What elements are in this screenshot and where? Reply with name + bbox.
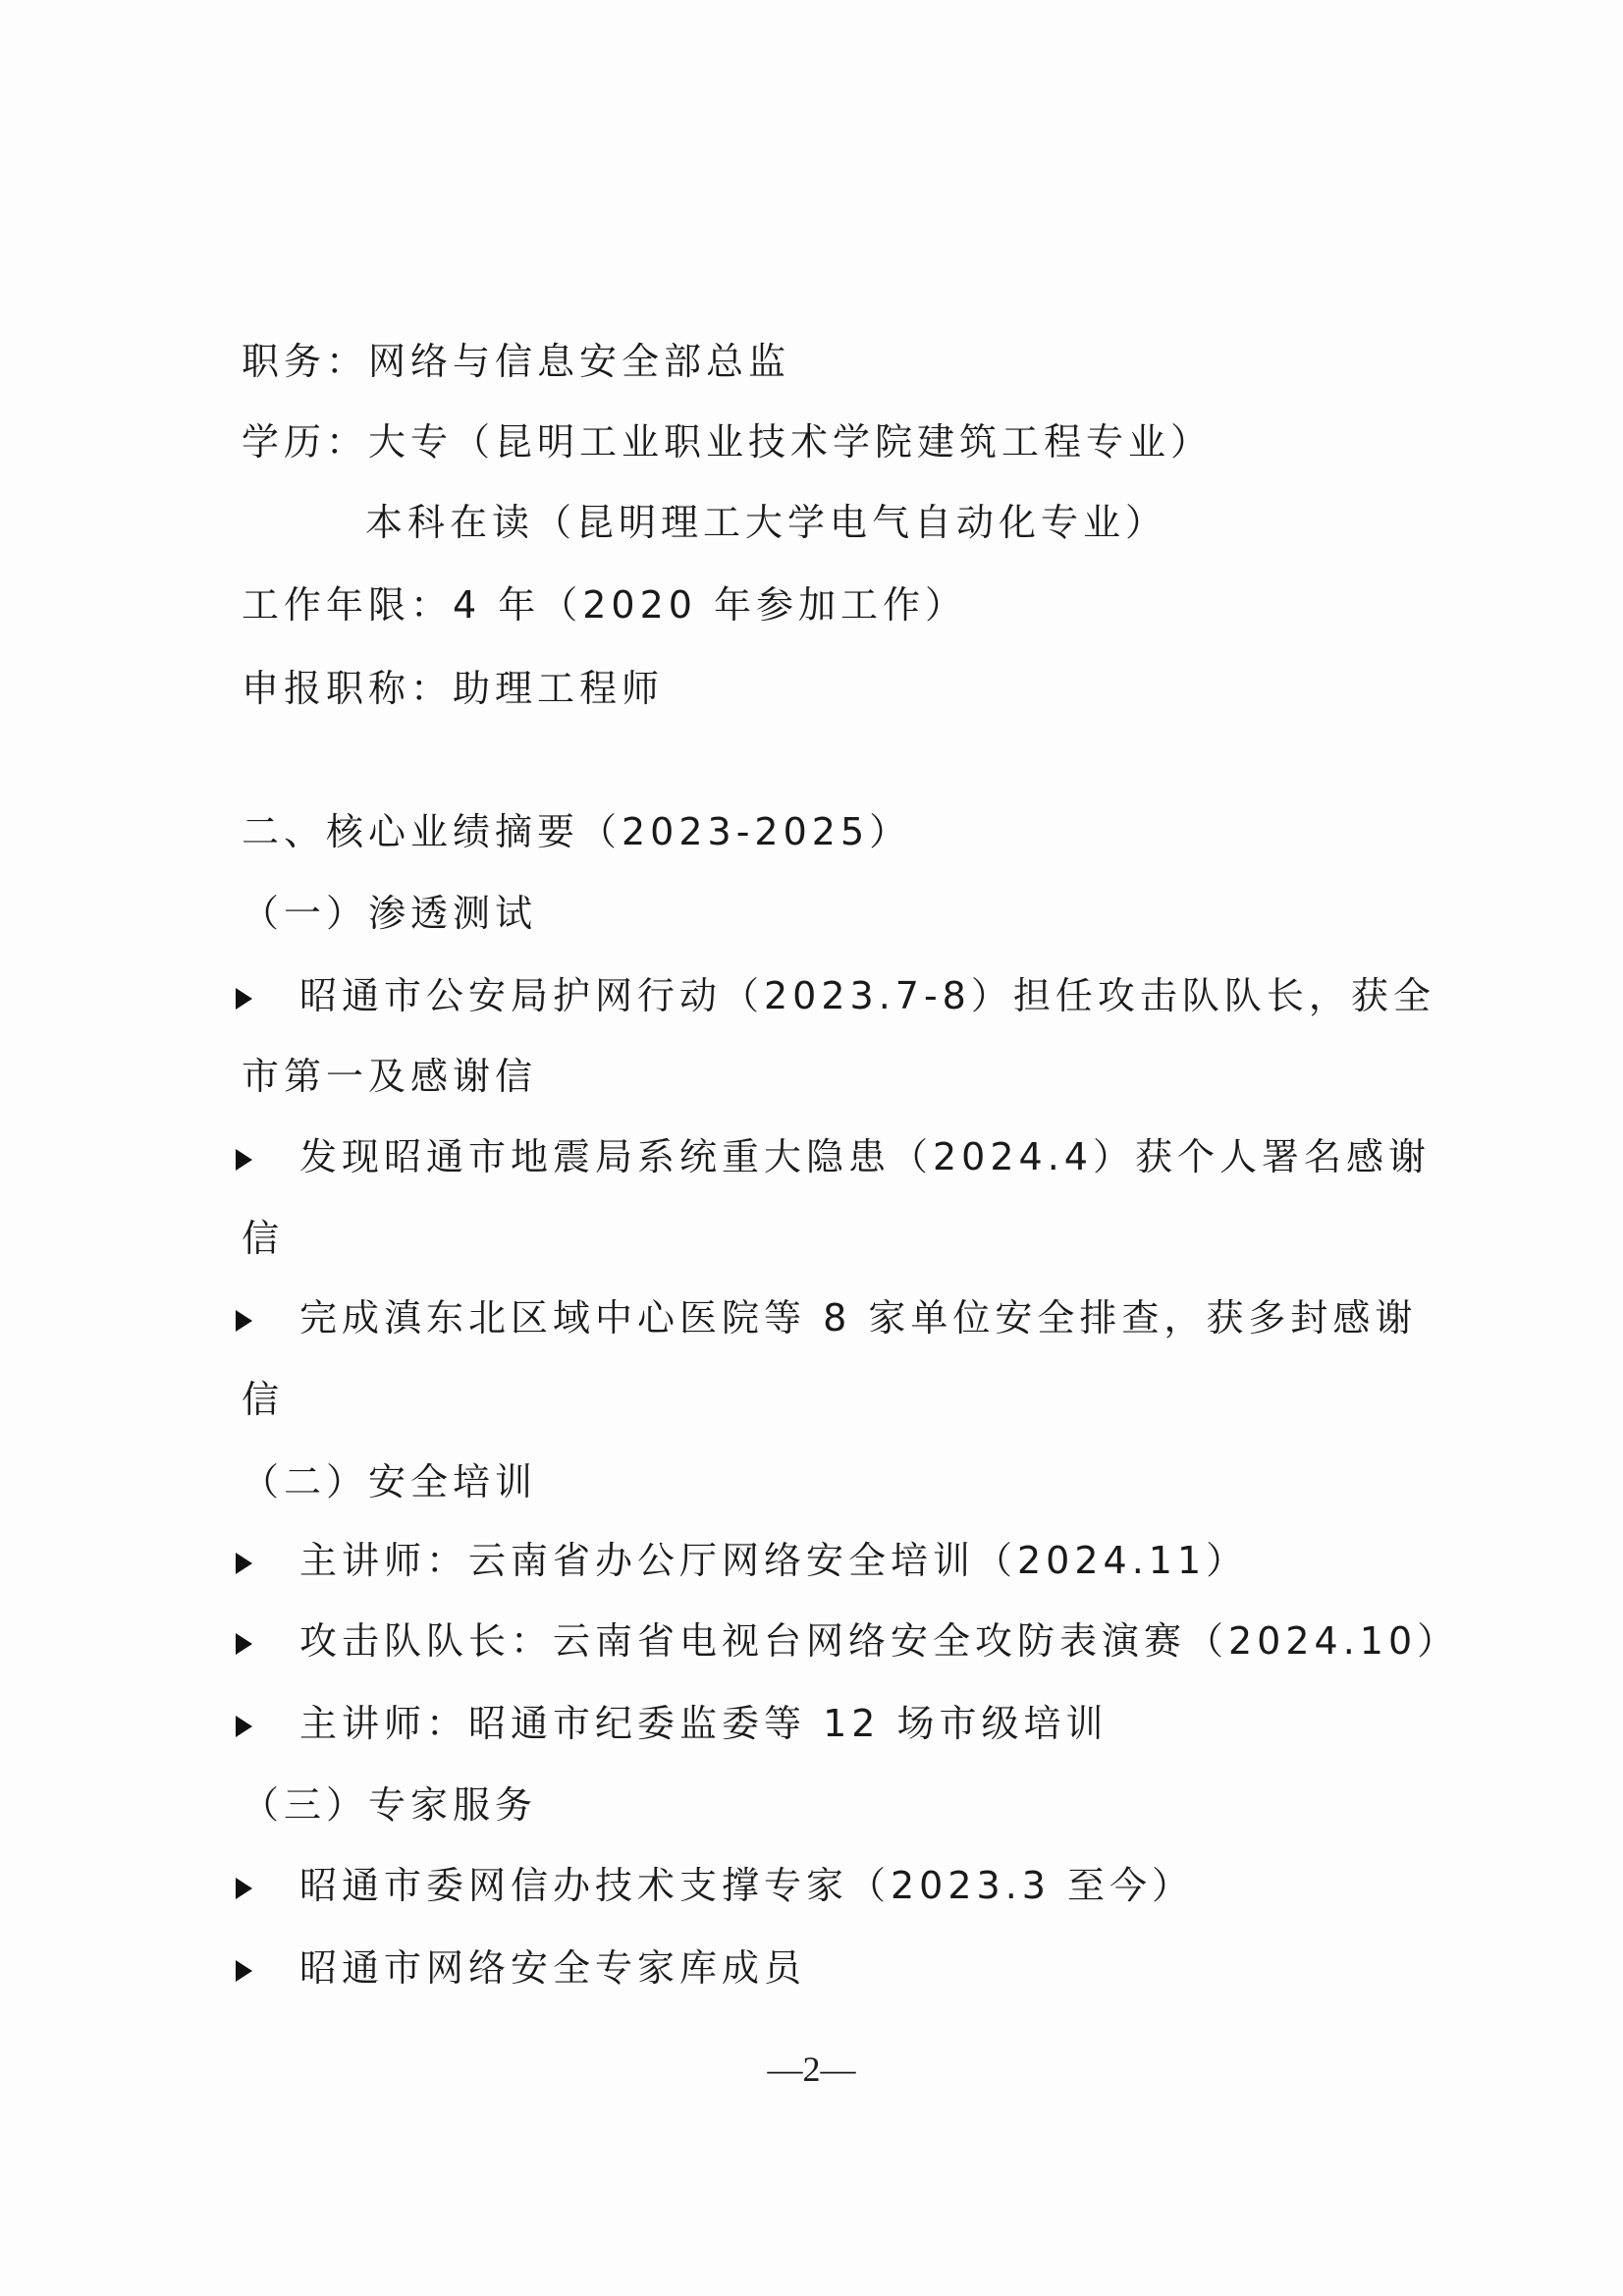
bullet-arrow-icon: [236, 1553, 252, 1574]
list-item: [236, 973, 1435, 1018]
bullet-arrow-icon: [236, 1149, 252, 1171]
bullet-arrow-icon: [236, 988, 252, 1010]
subheading-training: （二）安全培训: [242, 1460, 538, 1503]
bullet-arrow-icon: [236, 1878, 252, 1899]
work-years-line: 工作年限：4 年（2020 年参加工作）: [242, 583, 968, 627]
list-item-continuation: 信: [242, 1378, 285, 1421]
page-number: —2—: [767, 2050, 856, 2089]
list-item: [236, 1134, 1431, 1179]
title-line: 申报职称：助理工程师: [242, 667, 665, 710]
bullet-arrow-icon: [236, 1633, 252, 1655]
list-item-text: 攻击队队长：云南省电视台网络安全攻防表演赛（2024.10）: [299, 1619, 1460, 1663]
bullet-arrow-icon: [236, 1960, 252, 1982]
education-line-2: 本科在读（昆明理工大学电气自动化专业）: [365, 501, 1168, 544]
list-item: [236, 1701, 1109, 1746]
position-line: 职务：网络与信息安全部总监: [242, 340, 791, 383]
list-item-text: 主讲师：云南省办公厅网络安全培训（2024.11）: [299, 1539, 1249, 1582]
list-item: [236, 1863, 1194, 1908]
list-item-text: 昭通市公安局护网行动（2023.7-8）担任攻击队队长，获全: [299, 974, 1435, 1017]
bullet-arrow-icon: [236, 1310, 252, 1332]
list-item-text: 完成滇东北区域中心医院等 8 家单位安全排查，获多封感谢: [299, 1296, 1418, 1339]
list-item: [236, 1538, 1248, 1583]
section-heading: 二、核心业绩摘要（2023-2025）: [242, 810, 912, 853]
list-item-text: 发现昭通市地震局系统重大隐患（2024.4）获个人署名感谢: [299, 1135, 1431, 1178]
subheading-pentest: （一）渗透测试: [242, 892, 538, 935]
list-item-text: 主讲师：昭通市纪委监委等 12 场市级培训: [299, 1702, 1109, 1745]
list-item: [236, 1618, 1459, 1664]
list-item-text: 昭通市委网信办技术支撑专家（2023.3 至今）: [299, 1864, 1195, 1907]
bullet-arrow-icon: [236, 1716, 252, 1737]
education-line: 学历：大专（昆明工业职业技术学院建筑工程专业）: [242, 420, 1214, 464]
list-item: [236, 1295, 1417, 1340]
subheading-expert: （三）专家服务: [242, 1783, 538, 1827]
list-item-continuation: 信: [242, 1217, 285, 1260]
list-item-continuation: 市第一及感谢信: [242, 1055, 538, 1098]
list-item: [236, 1945, 806, 1991]
list-item-text: 昭通市网络安全专家库成员: [299, 1946, 807, 1990]
